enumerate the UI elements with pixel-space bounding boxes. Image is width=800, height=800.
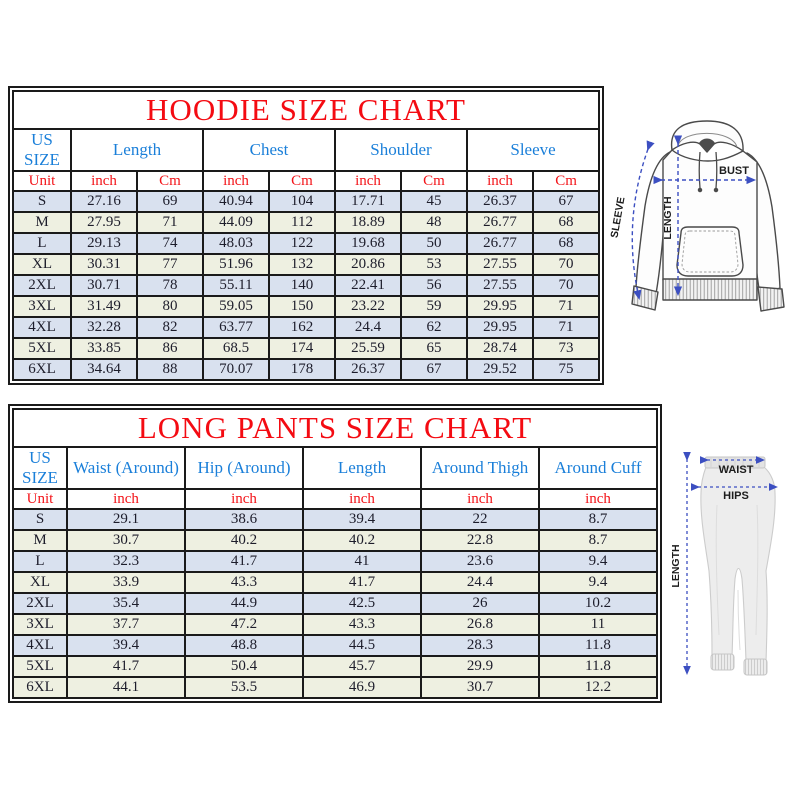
measurement-value: 86 xyxy=(137,338,203,359)
measurement-value: 28.3 xyxy=(421,635,539,656)
unit-cell: inch xyxy=(71,171,137,191)
measurement-value: 30.7 xyxy=(67,530,185,551)
measurement-value: 26 xyxy=(421,593,539,614)
size-label: XL xyxy=(13,572,67,593)
measurement-value: 41.7 xyxy=(185,551,303,572)
measurement-value: 73 xyxy=(533,338,599,359)
size-row-3xl xyxy=(13,614,657,635)
measurement-value: 9.4 xyxy=(539,551,657,572)
measurement-value: 162 xyxy=(269,317,335,338)
measurement-value: 22.8 xyxy=(421,530,539,551)
measurement-value: 174 xyxy=(269,338,335,359)
size-label: 2XL xyxy=(13,275,71,296)
measurement-value: 30.71 xyxy=(71,275,137,296)
column-header: US SIZE xyxy=(13,129,71,171)
size-label: 4XL xyxy=(13,635,67,656)
measurement-value: 40.2 xyxy=(185,530,303,551)
measurement-value: 40.94 xyxy=(203,191,269,212)
measurement-value: 70.07 xyxy=(203,359,269,380)
measurement-value: 56 xyxy=(401,275,467,296)
measurement-value: 70 xyxy=(533,275,599,296)
measurement-value: 17.71 xyxy=(335,191,401,212)
measurement-value: 29.1 xyxy=(67,509,185,530)
size-row-2xl xyxy=(13,593,657,614)
pants-chart xyxy=(12,408,658,699)
measurement-value: 140 xyxy=(269,275,335,296)
size-row-l xyxy=(13,233,599,254)
size-row-xl xyxy=(13,572,657,593)
unit-cell: Cm xyxy=(533,171,599,191)
size-label: S xyxy=(13,191,71,212)
measurement-value: 150 xyxy=(269,296,335,317)
size-row-m xyxy=(13,530,657,551)
measurement-value: 82 xyxy=(137,317,203,338)
size-label: 6XL xyxy=(13,359,71,380)
measurement-value: 37.7 xyxy=(67,614,185,635)
column-header: Length xyxy=(303,447,421,489)
measurement-value: 68 xyxy=(533,212,599,233)
measurement-value: 53 xyxy=(401,254,467,275)
measurement-value: 33.9 xyxy=(67,572,185,593)
size-label: 2XL xyxy=(13,593,67,614)
measurement-value: 32.28 xyxy=(71,317,137,338)
size-row-s xyxy=(13,191,599,212)
bust-label: BUST xyxy=(719,165,749,177)
measurement-value: 65 xyxy=(401,338,467,359)
size-label: XL xyxy=(13,254,71,275)
size-row-l xyxy=(13,551,657,572)
hoodie-length-label: LENGTH xyxy=(662,196,674,240)
measurement-value: 41 xyxy=(303,551,421,572)
measurement-value: 29.13 xyxy=(71,233,137,254)
unit-cell: inch xyxy=(467,171,533,191)
measurement-value: 26.77 xyxy=(467,212,533,233)
title-row xyxy=(13,409,657,447)
hoodie-hood xyxy=(672,121,743,152)
measurement-value: 23.6 xyxy=(421,551,539,572)
hood-opening xyxy=(699,139,715,153)
measurement-value: 11 xyxy=(539,614,657,635)
measurement-value: 30.31 xyxy=(71,254,137,275)
unit-row xyxy=(13,171,599,191)
column-header: Length xyxy=(71,129,203,171)
measurement-value: 27.55 xyxy=(467,254,533,275)
size-row-4xl xyxy=(13,317,599,338)
size-label: 3XL xyxy=(13,296,71,317)
pants-right-cuff xyxy=(744,659,767,675)
measurement-value: 77 xyxy=(137,254,203,275)
pants-length-label: LENGTH xyxy=(670,544,682,588)
measurement-value: 104 xyxy=(269,191,335,212)
measurement-value: 39.4 xyxy=(303,509,421,530)
size-row-6xl xyxy=(13,677,657,698)
measurement-value: 26.8 xyxy=(421,614,539,635)
measurement-value: 45 xyxy=(401,191,467,212)
measurement-value: 18.89 xyxy=(335,212,401,233)
measurement-value: 9.4 xyxy=(539,572,657,593)
size-row-6xl xyxy=(13,359,599,380)
measurement-value: 44.9 xyxy=(185,593,303,614)
measurement-value: 71 xyxy=(533,317,599,338)
measurement-value: 78 xyxy=(137,275,203,296)
measurement-value: 44.5 xyxy=(303,635,421,656)
measurement-value: 53.5 xyxy=(185,677,303,698)
chart-title: LONG PANTS SIZE CHART xyxy=(13,409,657,447)
measurement-value: 40.2 xyxy=(303,530,421,551)
measurement-value: 34.64 xyxy=(71,359,137,380)
measurement-value: 88 xyxy=(137,359,203,380)
unit-cell: Cm xyxy=(269,171,335,191)
size-row-2xl xyxy=(13,275,599,296)
kangaroo-pocket xyxy=(677,227,743,276)
header-row xyxy=(13,447,657,489)
measurement-value: 178 xyxy=(269,359,335,380)
measurement-value: 42.5 xyxy=(303,593,421,614)
unit-cell: inch xyxy=(539,489,657,509)
measurement-value: 59 xyxy=(401,296,467,317)
size-row-s xyxy=(13,509,657,530)
unit-cell: inch xyxy=(203,171,269,191)
measurement-value: 25.59 xyxy=(335,338,401,359)
measurement-value: 30.7 xyxy=(421,677,539,698)
header-row xyxy=(13,129,599,171)
column-header: Around Thigh xyxy=(421,447,539,489)
measurement-value: 45.7 xyxy=(303,656,421,677)
size-label: M xyxy=(13,530,67,551)
measurement-value: 19.68 xyxy=(335,233,401,254)
measurement-value: 39.4 xyxy=(67,635,185,656)
size-row-5xl xyxy=(13,656,657,677)
size-label: M xyxy=(13,212,71,233)
hem-band xyxy=(663,279,757,300)
measurement-value: 44.1 xyxy=(67,677,185,698)
measurement-value: 23.22 xyxy=(335,296,401,317)
measurement-value: 69 xyxy=(137,191,203,212)
measurement-value: 62 xyxy=(401,317,467,338)
column-header: Hip (Around) xyxy=(185,447,303,489)
measurement-value: 68 xyxy=(533,233,599,254)
size-label: S xyxy=(13,509,67,530)
measurement-value: 12.2 xyxy=(539,677,657,698)
measurement-value: 35.4 xyxy=(67,593,185,614)
measurement-value: 8.7 xyxy=(539,530,657,551)
measurement-value: 8.7 xyxy=(539,509,657,530)
measurement-value: 11.8 xyxy=(539,635,657,656)
measurement-value: 20.86 xyxy=(335,254,401,275)
pants-left-cuff xyxy=(711,654,734,670)
unit-cell: inch xyxy=(335,171,401,191)
sleeve-label: SLEEVE xyxy=(608,196,628,239)
size-row-4xl xyxy=(13,635,657,656)
measurement-value: 22 xyxy=(421,509,539,530)
measurement-value: 11.8 xyxy=(539,656,657,677)
measurement-value: 31.49 xyxy=(71,296,137,317)
measurement-value: 48.03 xyxy=(203,233,269,254)
waist-label: WAIST xyxy=(718,464,754,476)
pants-illustration xyxy=(645,445,795,690)
measurement-value: 24.4 xyxy=(421,572,539,593)
size-label: L xyxy=(13,551,67,572)
measurement-value: 50.4 xyxy=(185,656,303,677)
unit-cell: Cm xyxy=(401,171,467,191)
measurement-value: 26.37 xyxy=(335,359,401,380)
size-row-3xl xyxy=(13,296,599,317)
measurement-value: 29.9 xyxy=(421,656,539,677)
measurement-value: 48 xyxy=(401,212,467,233)
unit-row xyxy=(13,489,657,509)
title-row xyxy=(13,91,599,129)
unit-cell: inch xyxy=(421,489,539,509)
measurement-value: 70 xyxy=(533,254,599,275)
measurement-value: 29.95 xyxy=(467,296,533,317)
measurement-value: 27.55 xyxy=(467,275,533,296)
measurement-value: 10.2 xyxy=(539,593,657,614)
size-label: L xyxy=(13,233,71,254)
size-label: 4XL xyxy=(13,317,71,338)
column-header: Around Cuff xyxy=(539,447,657,489)
pants-size-chart-table xyxy=(8,404,662,703)
measurement-value: 26.77 xyxy=(467,233,533,254)
measurement-value: 22.41 xyxy=(335,275,401,296)
measurement-value: 67 xyxy=(533,191,599,212)
unit-cell: inch xyxy=(303,489,421,509)
column-header: Chest xyxy=(203,129,335,171)
measurement-value: 24.4 xyxy=(335,317,401,338)
chart-title: HOODIE SIZE CHART xyxy=(13,91,599,129)
hoodie-illustration xyxy=(608,80,798,325)
measurement-value: 55.11 xyxy=(203,275,269,296)
size-label: 5XL xyxy=(13,338,71,359)
measurement-value: 50 xyxy=(401,233,467,254)
hips-label: HIPS xyxy=(723,490,749,502)
measurement-value: 74 xyxy=(137,233,203,254)
measurement-value: 44.09 xyxy=(203,212,269,233)
column-header: US SIZE xyxy=(13,447,67,489)
measurement-value: 80 xyxy=(137,296,203,317)
measurement-value: 71 xyxy=(533,296,599,317)
measurement-value: 48.8 xyxy=(185,635,303,656)
measurement-value: 32.3 xyxy=(67,551,185,572)
measurement-value: 33.85 xyxy=(71,338,137,359)
unit-cell: inch xyxy=(185,489,303,509)
measurement-value: 29.95 xyxy=(467,317,533,338)
right-cuff xyxy=(758,287,784,311)
measurement-value: 29.52 xyxy=(467,359,533,380)
measurement-value: 51.96 xyxy=(203,254,269,275)
measurement-value: 41.7 xyxy=(303,572,421,593)
size-row-m xyxy=(13,212,599,233)
hoodie-chart xyxy=(12,90,600,381)
size-label: 6XL xyxy=(13,677,67,698)
size-label: 3XL xyxy=(13,614,67,635)
measurement-value: 75 xyxy=(533,359,599,380)
measurement-value: 43.3 xyxy=(303,614,421,635)
measurement-value: 59.05 xyxy=(203,296,269,317)
measurement-value: 41.7 xyxy=(67,656,185,677)
hoodie-size-chart-table xyxy=(8,86,604,385)
measurement-value: 43.3 xyxy=(185,572,303,593)
measurement-value: 67 xyxy=(401,359,467,380)
size-row-xl xyxy=(13,254,599,275)
unit-cell: Unit xyxy=(13,489,67,509)
unit-cell: Cm xyxy=(137,171,203,191)
size-label: 5XL xyxy=(13,656,67,677)
measurement-value: 46.9 xyxy=(303,677,421,698)
column-header: Shoulder xyxy=(335,129,467,171)
unit-cell: Unit xyxy=(13,171,71,191)
measurement-value: 68.5 xyxy=(203,338,269,359)
measurement-value: 122 xyxy=(269,233,335,254)
measurement-value: 27.95 xyxy=(71,212,137,233)
column-header: Waist (Around) xyxy=(67,447,185,489)
measurement-value: 26.37 xyxy=(467,191,533,212)
size-row-5xl xyxy=(13,338,599,359)
column-header: Sleeve xyxy=(467,129,599,171)
unit-cell: inch xyxy=(67,489,185,509)
measurement-value: 47.2 xyxy=(185,614,303,635)
measurement-value: 71 xyxy=(137,212,203,233)
measurement-value: 28.74 xyxy=(467,338,533,359)
measurement-value: 63.77 xyxy=(203,317,269,338)
measurement-value: 112 xyxy=(269,212,335,233)
measurement-value: 27.16 xyxy=(71,191,137,212)
measurement-value: 38.6 xyxy=(185,509,303,530)
measurement-value: 132 xyxy=(269,254,335,275)
